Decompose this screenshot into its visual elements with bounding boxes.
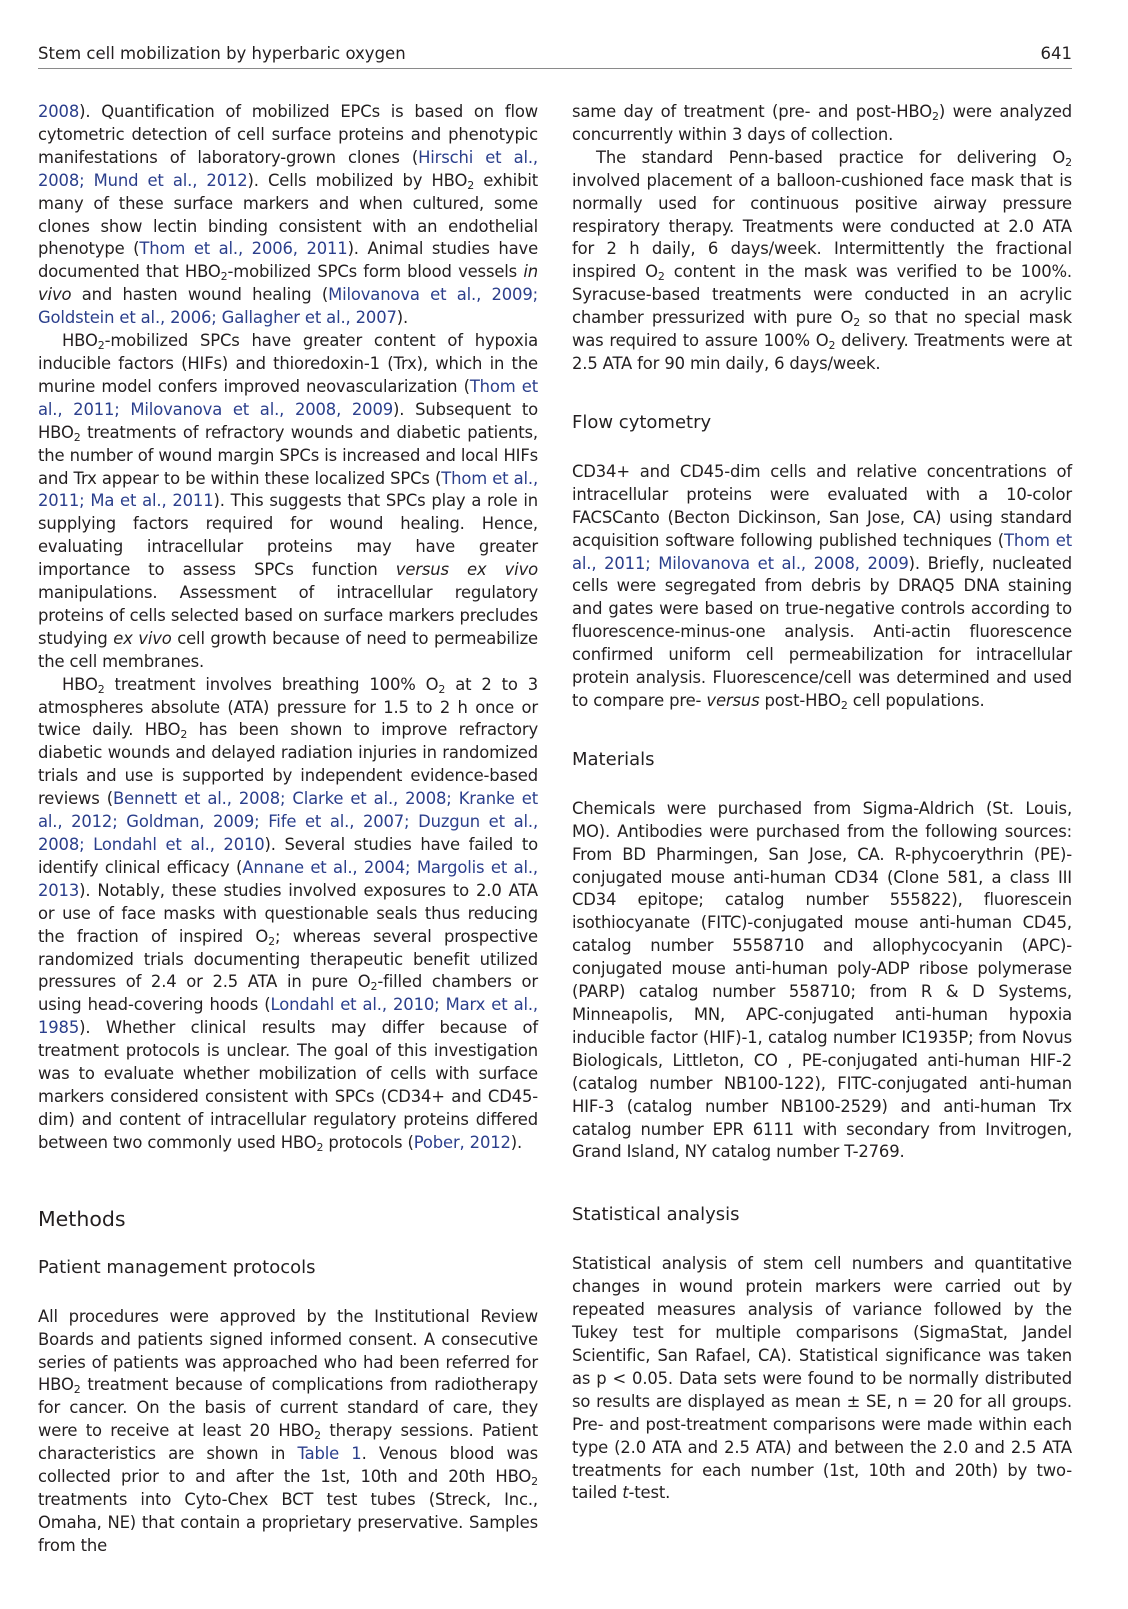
right-column [572,101,1072,1505]
paragraph-samples: same day of treatment (pre- and post-$HBO_2$) were analyzed concurrently within 3 days of collection. [572,102,1073,144]
citation-link[interactable]: Thom et al., 2011; Milovanova et al., 2008, 2009 [38,376,538,419]
left-column [38,101,538,1558]
paragraph-intro-3: $HBO_2$ treatment involves breathing 100% $O_2$ at 2 to 3 atmospheres absolute (ATA) pressure for 1.5 to 2 h once or twice daily. $HBO_2$ has been shown to improve refractory diabetic wounds and delayed radiation injuries in randomized trials and use is supported by independent evidence-based reviews (Bennett et al., 2008; Clarke et al., 2008; Kranke et al., 2012; Goldman, 2009; Fife et al., 2007; Duzgun et al., 2008; Londahl et al., 2010). Several studies have failed to identify clinical efficacy (Annane et al., 2004; Margolis et al., 2013). Notably, these studies involved exposures to 2.0 ATA or use of face masks with questionable seals thus reducing the fraction of inspired $O_2$; whereas several prospective randomized trials documenting therapeutic benefit utilized pressures of 2.4 or 2.5 ATA in pure $O_2$-filled chambers or using head-covering hoods (Londahl et al., 2010; Marx et al., 1985). Whether clinical results may differ because of treatment protocols is unclear. The goal of this investigation was to evaluate whether mobilization of cells with surface markers considered consistent with SPCs (CD34+ and CD45-dim) and content of intracellular regulatory proteins differed between two commonly used $HBO_2$ protocols (Pober, 2012). [38,674,539,1154]
section-heading-methods: Methods [38,1206,126,1231]
citation-link[interactable]: Bennett et al., 2008; Clarke et al., 2008; Kranke et al., 2012; Goldman, 2009; Fife et al., 2007; Duzgun et al., 2008; Londahl et al., 2010 [38,789,538,854]
paragraph-intro-1: 2008). Quantification of mobilized EPCs is based on flow cytometric detection of cell surface proteins and phenotypic manifestations of laboratory-grown clones (Hirschi et al., 2008; Mund et al., 2012). Cells mobilized by $HBO_2$ exhibit many of these surface markers and when cultured, some clones show lectin binding consistent with an endothelial phenotype (Thom et al., 2006, 2011). Animal studies have documented that $HBO_2$-mobilized SPCs form blood vessels in vivo and hasten wound healing (Milovanova et al., 2009; Goldstein et al., 2006; Gallagher et al., 2007). [38,102,539,328]
page-number: 641 [1040,44,1072,63]
paragraph-patient-management: All procedures were approved by the Institutional Review Boards and patients signed informed consent. A consecutive series of patients was approached who had been referred for $HBO_2$ treatment because of complications from radiotherapy for cancer. On the basis of current standard of care, they were to receive at least 20 $HBO_2$ therapy sessions. Patient characteristics are shown in Table 1. Venous blood was collected prior to and after the 1st, 10th and 20th $HBO_2$ treatments into Cyto-Chex BCT test tubes (Streck, Inc., Omaha, NE) that contain a proprietary preservative. Samples from the [38,1306,538,1555]
subsection-heading-materials: Materials [572,748,655,770]
citation-link[interactable]: Londahl et al., 2010; Marx et al., 1985 [38,995,538,1038]
citation-link[interactable]: Annane et al., 2004; Margolis et al., 2013 [38,857,538,900]
subsection-heading-statistical-analysis: Statistical analysis [572,1204,740,1226]
citation-link[interactable]: 2008 [38,102,80,121]
paragraph-flow-cytometry: CD34+ and CD45-dim cells and relative concentrations of intracellular proteins were evaluated with a 10-color FACSCanto (Becton Dickinson, San Jose, CA) using standard acquisition software following published techniques (Thom et al., 2011; Milovanova et al., 2008, 2009). Briefly, nucleated cells were segregated from debris by DRAQ5 DNA staining and gates were based on true-negative controls according to fluorescence-minus-one analysis. Anti-actin fluorescence confirmed uniform cell permeabilization for intracellular protein analysis. Fluorescence/cell was determined and used to compare pre- versus post-$HBO_2$ cell populations. [572,461,1072,712]
citation-link[interactable]: Milovanova et al., 2009; Goldstein et al., 2006; Gallagher et al., 2007 [38,285,538,328]
citation-link[interactable]: Thom et al., 2011; Ma et al., 2011 [38,468,538,511]
paragraph-intro-2: $HBO_2$-mobilized SPCs have greater content of hypoxia inducible factors (HIFs) and thioredoxin-1 (Trx), which in the murine model confers improved neovascularization (Thom et al., 2011; Milovanova et al., 2008, 2009). Subsequent to $HBO_2$ treatments of refractory wounds and diabetic patients, the number of wound margin SPCs is increased and local HIFs and Trx appear to be within these localized SPCs (Thom et al., 2011; Ma et al., 2011). This suggests that SPCs play a role in supplying factors required for wound healing. Hence, evaluating intracellular proteins may have greater importance to assess SPCs function versus ex vivo manipulations. Assessment of intracellular regulatory proteins of cells selected based on surface markers precludes studying ex vivo cell growth because of need to permeabilize the cell membranes. [38,331,539,671]
citation-link[interactable]: Thom et al., 2011; Milovanova et al., 2008, 2009 [572,530,1072,573]
citation-link[interactable]: Thom et al., 2006, 2011 [139,239,348,259]
table-link[interactable]: Table 1 [297,1444,362,1464]
citation-link[interactable]: Pober, 2012 [413,1132,511,1152]
paragraph-treatment-protocols: The standard Penn-based practice for delivering $O_2$ involved placement of a balloon-cushioned face mask that is normally used for continuous positive airway pressure respiratory therapy. Treatments were conducted at 2.0 ATA for 2 h daily, 6 days/week. Intermittently the fractional inspired $O_2$ content in the mask was verified to be 100%. Syracuse-based treatments were conducted in an acrylic chamber pressurized with pure $O_2$ so that no special mask was required to assure 100% $O_2$ delivery. Treatments were at 2.5 ATA for 90 min daily, 6 days/week. [572,147,1072,373]
citation-link[interactable]: Hirschi et al., 2008; Mund et al., 2012 [38,147,538,190]
paragraph-statistical-analysis: Statistical analysis of stem cell numbers and quantitative changes in wound protein markers were carried out by repeated measures analysis of variance followed by the Tukey test for multiple comparisons (SigmaStat, Jandel Scientific, San Rafael, CA). Statistical significance was taken as p < 0.05. Data sets were found to be normally distributed so results are displayed as mean ± SE, n = 20 for all groups. Pre- and post-treatment comparisons were made within each type (2.0 ATA and 2.5 ATA) and between the 2.0 and 2.5 ATA treatments for each number (1st, 10th and 20th) by two-tailed t-test. [572,1254,1072,1503]
running-title: Stem cell mobilization by hyperbaric oxygen [38,44,406,63]
paragraph-materials: Chemicals were purchased from Sigma-Aldrich (St. Louis, MO). Antibodies were purchased from the following sources: From BD Pharmingen, San Jose, CA. R-phycoerythrin (PE)-conjugated mouse anti-human CD34 (Clone 581, a class III CD34 epitope; catalog number 555822), fluorescein isothiocyanate (FITC)-conjugated mouse anti-human CD45, catalog number 5558710 and allophycocyanin (APC)-conjugated mouse anti-human poly-ADP ribose polymerase (PARP) catalog number 558710; from R & D Systems, Minneapolis, MN, APC-conjugated anti-human hypoxia inducible factor (HIF)-1, catalog number IC1935P; from Novus Biologicals, Littleton, CO , PE-conjugated anti-human HIF-2 (catalog number NB100-122), FITC-conjugated anti-human HIF-3 (catalog number NB100-2529) and anti-human Trx catalog number EPR 6111 with secondary from Invitrogen, Grand Island, NY catalog number T-2769. [572,798,1072,1162]
subsection-heading-flow-cytometry: Flow cytometry [572,411,712,433]
running-header [38,44,1072,69]
subsection-heading-patient-management: Patient management protocols [38,1256,316,1278]
